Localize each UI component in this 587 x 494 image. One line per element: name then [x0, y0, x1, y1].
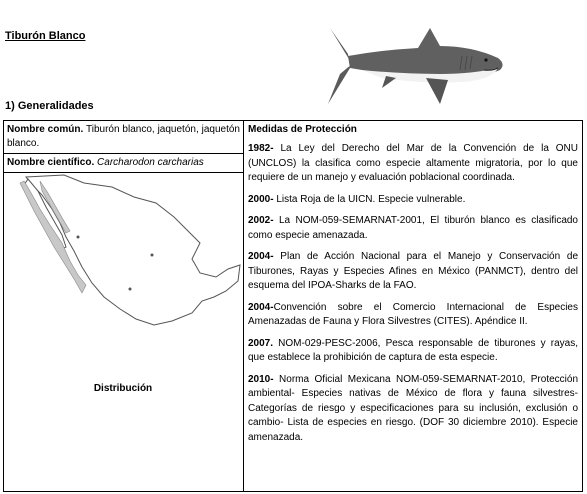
white-shark-image: [322, 24, 508, 106]
measure-entry: 1982- La Ley del Derecho del Mar de la Convención de la ONU (UNCLOS) la clasifica como especie altamente migratoria, por lo que requiere de un manejo y evaluación poblacional coordinada.: [248, 143, 578, 183]
general-info-cell: [4, 121, 244, 492]
measure-entry: 2002- La NOM-059-SEMARNAT-2001, El tiburón blanco es clasificado como especie amenazada.: [248, 215, 578, 241]
common-name-label: Nombre común.: [7, 124, 84, 135]
scientific-name: [4, 154, 243, 173]
species-table: [3, 120, 583, 492]
protection-heading: Medidas de Protección: [248, 124, 357, 135]
page-title: Tiburón Blanco: [5, 30, 86, 42]
measure-entry: 2004- Plan de Acción Nacional para el Manejo y Conservación de Tiburones, Rayas y Especies Afines en México (PANMCT), dentro del esquema del IPOA-Sharks de la FAO.: [248, 251, 578, 291]
scientific-name-label: Nombre científico.: [7, 157, 95, 168]
measure-entry: 2007. NOM-029-PESC-2006, Pesca responsable de tiburones y rayas, que establece la prohibición de captura de esta especie.: [248, 337, 578, 363]
common-name: [4, 121, 243, 154]
scientific-name-value: Carcharodon carcharias: [97, 157, 204, 168]
measure-entry: 2000- Lista Roja de la UICN. Especie vulnerable.: [248, 193, 466, 205]
distribution-caption: Distribución: [93, 383, 153, 394]
measure-entry: 2010- Norma Oficial Mexicana NOM-059-SEMARNAT-2010, Protección ambiental- Especies nativas de México de flora y fauna silvestres- Categorías de riesgo y especificaciones para su inclusión, exclusión o cambio- Lista de especies en riesgo. (DOF 30 diciembre 2010). Especie amenazada.: [248, 373, 579, 443]
mexico-map-image: [4, 173, 242, 373]
measure-entry: 2004-Convención sobre el Comercio Internacional de Especies Amenazadas de Fauna y Flora Silvestres (CITES). Apéndice II.: [248, 301, 578, 327]
protection-measures-cell: [244, 121, 583, 492]
common-name-value: Tiburón blanco, jaquetón, jaquetón blanco.: [7, 124, 240, 149]
section-heading: 1) Generalidades: [5, 100, 94, 112]
distribution-map-box: [4, 173, 243, 405]
